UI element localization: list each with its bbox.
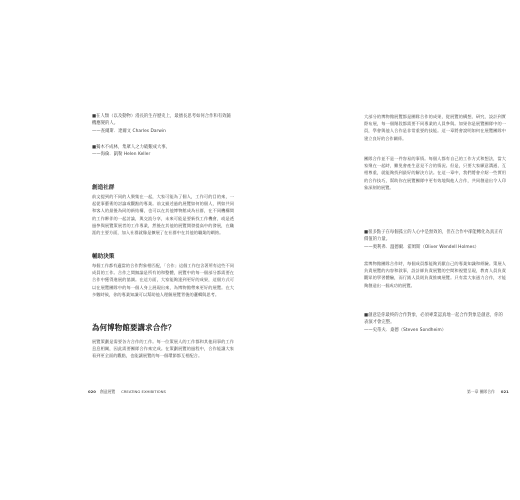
section-community-body [92,193,234,246]
section-why-body [92,338,234,374]
section-community-text: 前文提到的不同的人聚集在一起，大家可能為了個人，工作可的目的來，一起從事藝術的討論或觀點的專業。前文描述過的展覽如何的個人，例如共同和客人的最後為同的新結構，也可以在其他博物館成為社群，在不同機構間的工作夥伴的一起討論，與交流分享，未來可能是要新找工作機會，或是透過參與展覽策展者的工作專業，然後在其他的展覽開發提高中的發展，在職涯的主要方面，加入社群就像是擴展了在社群中在其他的職業的網絡。 [92,194,234,236]
section-decision-text: 每個工作都有適當的合作對象相匹配，「合作」這個工作包含著所有這些不同成員的工作。合作之間無論是所有的和整體，展覽中的每一個部分都需要在合作中獲得進展的協調。在這方面，大家能夠達到更好的成果，這個方式可以在展覽團隊中的每一個人身上展現出來，為博物館帶來更好的展覽。在大多數時候，你的專業知識可以幫助他人理解展覽背後的邏輯與思考。 [92,263,234,297]
section-decision-body [92,262,234,315]
right-page-number: 021 [500,389,509,394]
right-running-head: 第一章 團隊合作 [467,389,495,394]
epigraph-sondheim-text: ■創意是你最終的合作對象，必須專業認真地一起合作對象是創意，你的表演才會完整。 [364,313,503,326]
epigraph-darwin-attribution: ——查爾斯．達爾文 Charles Darwin [92,128,166,134]
section-heading-community: 創造社群 [92,185,115,191]
section-heading-decision: 輔助決策 [92,254,115,260]
left-running-head-en: CREATING EXHIBITIONS [121,389,166,394]
right-paragraph-2-text: 團隊合作並不是一件容易的事情。每個人都有自己的工作方式和想法，當大家聚在一起時，難免會產生意見不合的情況。但是，只要大家願意溝通、互相尊重，就能夠找到最好的解決方法。在這一章中，我們將會介紹一些實用的合作技巧，幫助你在展覽團隊中更有效地與他人合作，共同創造出令人印象深刻的展覽。 [364,156,506,190]
epigraph-holmes-attribution: ——奧利弗．溫德爾．霍姆斯（Oliver Wendell Holmes） [364,244,479,250]
epigraph-holmes-text: ■很多點子在每個孤立的人心中是無效的，但在合作中卻能轉化為真正有價值的力量。 [364,230,503,243]
epigraph-darwin [92,113,234,135]
right-paragraph-1-text: 大部分的博物館展覽都是團隊合作的成果，從展覽的構想、研究、設計到實際布展，每一個階段都需要不同專業的人員參與。如果你是展覽團隊中的一員，學會與他人合作是非常重要的技能。這一章將會說明如何在展覽團隊中建立良好的合作關係。 [364,114,506,141]
epigraph-keller-attribution: ——海倫．凱勒 Helen Keller [92,152,151,158]
epigraph-keller [92,144,234,159]
left-page-number: 020 [88,389,96,394]
right-paragraph-3-text: 當博物館團隊合作時，每個成員都能夠貢獻自己的專業知識和經驗。策展人負責展覽的內容和敘事，設計師負責展覽的空間和視覺呈現，教育人員負責觀眾的學習體驗，而行銷人員則負責推廣展覽。只有當大家通力合作，才能夠創造出一個成功的展覽。 [364,261,506,288]
epigraph-keller-text: ■獨木不成林，集眾人之力破艱成大事。 [92,145,171,150]
right-paragraph-2 [364,155,506,221]
section-heading-why-collaborate: 為何博物館要講求合作？ [92,323,176,332]
epigraph-darwin-text: ■在人類（以及動物）漫長的生存歷史上，最擅長思考如何合作和有效隨機應變的人。 [92,114,231,127]
epigraph-sondheim-attribution: ——史蒂夫．桑德（Steven Sondheim） [364,327,447,333]
right-paragraph-1 [364,113,506,147]
left-running-head: 創造展覽 [99,389,116,394]
right-paragraph-3 [364,260,506,304]
right-folio [467,389,509,395]
section-why-text: 展覽策劃是需要各方合作的工作。每一位策展人的工作都和其他同事的工作息息相關，因此需要團隊合作來完成。在策劃展覽的過程中，合作能讓大家看到更全面的觀點，也能讓展覽的每一個環節都互相配合。 [92,339,234,359]
epigraph-sondheim [364,312,506,334]
right-page [260,0,520,500]
epigraph-holmes [364,229,506,251]
left-folio [88,389,166,395]
